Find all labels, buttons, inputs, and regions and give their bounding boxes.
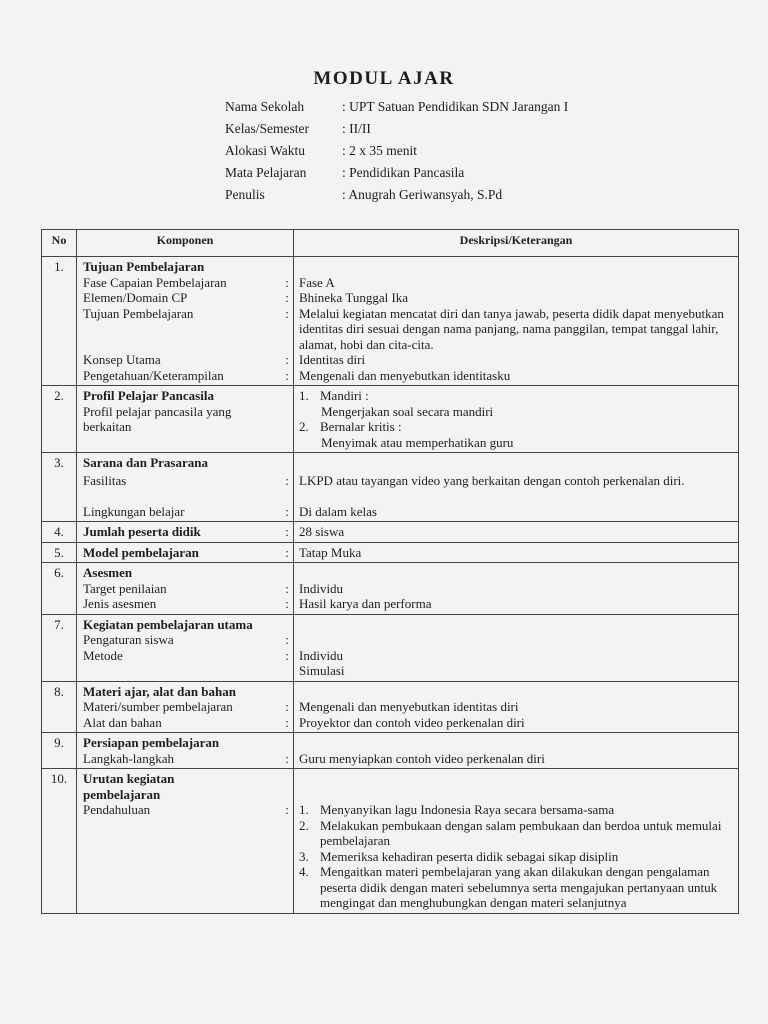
item-label: Elemen/Domain CP (83, 290, 188, 305)
table-row (42, 563, 739, 615)
item-label: Target penilaian (83, 580, 167, 596)
row-number: 9. (42, 733, 77, 769)
list-text: Menyanyikan lagu Indonesia Raya secara bersama-sama (320, 802, 615, 817)
info-row-mapel (225, 162, 568, 184)
info-label: Penulis (225, 187, 265, 202)
info-value: : Anugrah Geriwansyah, S.Pd (342, 187, 503, 202)
list-title: Bernalar kritis : (320, 419, 402, 434)
item-label: Pendahuluan (83, 802, 151, 817)
list-number: 1. (299, 388, 309, 403)
list-text: Melakukan pembukaan dengan salam pembukaan dan berdoa untuk memulai pembelajaran (320, 817, 722, 848)
list-item (299, 849, 733, 865)
item-label: Materi/sumber pembelajaran (83, 699, 233, 714)
item-label: Pengaturan siswa (83, 632, 174, 647)
info-value: : 2 x 35 menit (342, 143, 417, 158)
row-deskripsi (294, 614, 739, 681)
row-komponen: Kegiatan pembelajaran utama Pengaturan siswa : Metode : (77, 614, 294, 681)
item-desc: Guru menyiapkan contoh video perkenalan diri (299, 750, 545, 766)
row-komponen: Asesmen Target penilaian : Jenis asesmen : (77, 563, 294, 615)
table-row (42, 257, 739, 386)
item-label: Fasilitas (83, 472, 127, 488)
section-title: Model pembelajaran (83, 544, 199, 560)
item-desc: Hasil karya dan performa (299, 596, 432, 611)
row-komponen: Tujuan Pembelajaran Fase Capaian Pembelajaran : Elemen/Domain CP : Tujuan Pembelajaran : Konsep Utama : Pengetahuan/Keterampilan : (77, 257, 294, 386)
row-deskripsi (294, 733, 739, 769)
row-komponen: Urutan kegiatan pembelajaran Pendahuluan : (77, 769, 294, 914)
header-deskripsi: Deskripsi/Keterangan (294, 230, 739, 257)
list-item (299, 864, 733, 911)
list-detail: Mengerjakan soal secara mandiri (321, 403, 494, 419)
item-desc: Identitas diri (299, 352, 366, 367)
info-value: : Pendidikan Pancasila (342, 165, 465, 180)
item-desc: Mengenali dan menyebutkan identitas diri (299, 699, 519, 714)
item-label: Pengetahuan/Keterampilan (83, 367, 224, 383)
list-text: Memeriksa kehadiran peserta didik sebagai sikap disiplin (320, 848, 619, 864)
info-label: Mata Pelajaran (225, 165, 307, 180)
info-row-penulis (225, 184, 568, 206)
item-desc: Individu (299, 647, 344, 663)
item-desc: Individu (299, 580, 344, 596)
table-row (42, 681, 739, 733)
list-item (299, 818, 733, 849)
header-komponen: Komponen (77, 230, 294, 257)
list-detail: Menyimak atau memperhatikan guru (321, 434, 514, 450)
row-deskripsi: 28 siswa (294, 522, 739, 543)
row-deskripsi (294, 257, 739, 386)
section-title: Persiapan pembelajaran (83, 735, 220, 750)
item-label: Alat dan bahan (83, 714, 162, 730)
row-deskripsi: Tatap Muka (294, 542, 739, 563)
list-number: 2. (299, 419, 309, 434)
row-number: 3. (42, 453, 77, 522)
info-row-alokasi (225, 140, 568, 162)
module-table (41, 229, 739, 914)
row-komponen: Model pembelajaran : (77, 542, 294, 563)
section-title: Urutan kegiatan pembelajaran (83, 771, 175, 802)
row-number: 5. (42, 542, 77, 563)
item-label: Langkah-langkah (83, 750, 174, 766)
item-label: Konsep Utama (83, 352, 161, 367)
table-row (42, 386, 739, 453)
row-deskripsi (294, 386, 739, 453)
row-number: 10. (42, 769, 77, 914)
row-komponen (77, 386, 294, 453)
section-title: Sarana dan Prasarana (83, 455, 208, 470)
item-label: Profil pelajar pancasila yang berkaitan (83, 403, 232, 434)
row-number: 1. (42, 257, 77, 386)
item-label: Tujuan Pembelajaran (83, 305, 194, 321)
info-value: : UPT Satuan Pendidikan SDN Jarangan I (342, 99, 569, 114)
table-row (42, 453, 739, 522)
row-deskripsi (294, 453, 739, 522)
item-desc: Fase A (299, 274, 335, 290)
header-no: No (42, 230, 77, 257)
item-desc: Di dalam kelas (299, 503, 377, 519)
info-label: Kelas/Semester (225, 121, 309, 136)
item-desc: Simulasi (299, 663, 345, 678)
item-label: Lingkungan belajar (83, 503, 185, 519)
section-title: Materi ajar, alat dan bahan (83, 683, 236, 699)
row-number: 7. (42, 614, 77, 681)
table-row (42, 769, 739, 914)
item-label: Fase Capaian Pembelajaran (83, 274, 227, 290)
section-title: Asesmen (83, 565, 133, 580)
item-label: Jenis asesmen (83, 596, 157, 611)
row-komponen: Materi ajar, alat dan bahan Materi/sumber pembelajaran : Alat dan bahan : (77, 681, 294, 733)
info-row-sekolah (225, 96, 568, 118)
info-row-kelas (225, 118, 568, 140)
section-title: Profil Pelajar Pancasila (83, 388, 214, 403)
item-desc: Melalui kegiatan mencatat diri dan tanya jawab, peserta didik dapat menyebutkan identitas diri sesuai dengan nama panjang, nama panggilan, tempat tanggal lahir, alamat, hobi dan cita-cita. (299, 305, 724, 352)
row-deskripsi (294, 769, 739, 914)
list-number: 2. (299, 817, 309, 833)
item-label: Metode (83, 647, 123, 663)
table-header-row (42, 230, 739, 257)
item-desc: Bhineka Tunggal Ika (299, 290, 409, 305)
info-block (225, 96, 568, 206)
item-desc: Mengenali dan menyebutkan identitasku (299, 367, 511, 383)
row-deskripsi (294, 563, 739, 615)
section-title: Jumlah peserta didik (83, 524, 201, 539)
row-number: 2. (42, 386, 77, 453)
row-number: 8. (42, 681, 77, 733)
row-number: 4. (42, 522, 77, 543)
list-item (299, 802, 733, 818)
list-title: Mandiri : (320, 388, 369, 403)
list-text: Mengaitkan materi pembelajaran yang akan dilakukan dengan pengalaman peserta didik dengan materi sebelumnya serta mengajukan pertanyaan untuk mengingat dan menghubungkan dengan materi selanjutnya (320, 864, 718, 910)
table-row (42, 542, 739, 563)
table-row (42, 614, 739, 681)
item-desc: LKPD atau tayangan video yang berkaitan dengan contoh perkenalan diri. (299, 472, 685, 488)
table-row (42, 522, 739, 543)
section-title: Kegiatan pembelajaran utama (83, 616, 253, 632)
table-row (42, 733, 739, 769)
row-komponen: Jumlah peserta didik : (77, 522, 294, 543)
row-komponen: Sarana dan Prasarana Fasilitas : Lingkungan belajar : (77, 453, 294, 522)
row-deskripsi (294, 681, 739, 733)
document-title: MODUL AJAR (313, 68, 455, 89)
item-desc: Proyektor dan contoh video perkenalan diri (299, 714, 525, 730)
info-label: Alokasi Waktu (225, 143, 306, 158)
row-number: 6. (42, 563, 77, 615)
section-title: Tujuan Pembelajaran (83, 259, 205, 274)
info-value: : II/II (342, 121, 371, 136)
list-number: 3. (299, 848, 309, 864)
list-number: 1. (299, 802, 309, 817)
info-label: Nama Sekolah (225, 99, 305, 114)
row-komponen: Persiapan pembelajaran Langkah-langkah : (77, 733, 294, 769)
list-number: 4. (299, 864, 309, 879)
